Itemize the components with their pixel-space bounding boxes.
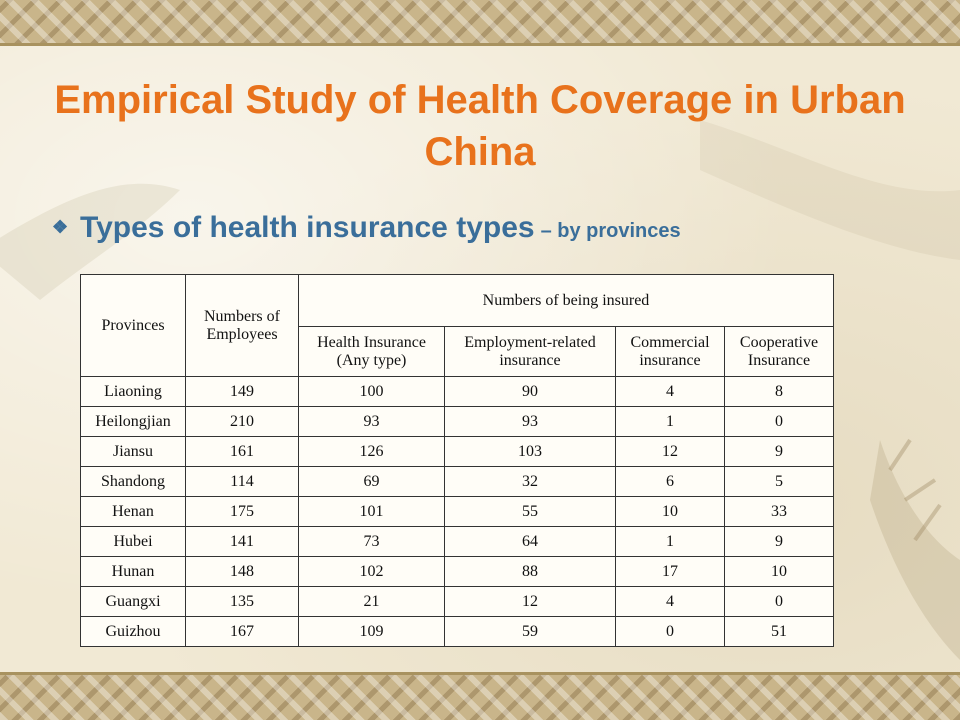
table-row xyxy=(81,617,834,647)
four-diamond-bullet-icon: ❖ xyxy=(52,217,69,237)
cell-cooperative: 51 xyxy=(725,617,834,647)
cell-health: 93 xyxy=(299,407,445,437)
cell-employees: 135 xyxy=(186,587,299,617)
cell-health: 21 xyxy=(299,587,445,617)
header-employment-related: Employment-related insurance xyxy=(445,327,616,377)
table-row xyxy=(81,407,834,437)
cell-cooperative: 9 xyxy=(725,527,834,557)
cell-health: 101 xyxy=(299,497,445,527)
header-cooperative: Cooperative Insurance xyxy=(725,327,834,377)
cell-cooperative: 33 xyxy=(725,497,834,527)
cell-employment: 32 xyxy=(445,467,616,497)
cell-employees: 148 xyxy=(186,557,299,587)
cell-cooperative: 9 xyxy=(725,437,834,467)
cell-employees: 161 xyxy=(186,437,299,467)
table-header-row xyxy=(81,275,834,327)
cell-employment: 12 xyxy=(445,587,616,617)
cell-employees: 114 xyxy=(186,467,299,497)
cell-employees: 210 xyxy=(186,407,299,437)
table-row xyxy=(81,467,834,497)
table-row xyxy=(81,557,834,587)
cell-employees: 167 xyxy=(186,617,299,647)
cell-province: Jiansu xyxy=(81,437,186,467)
cell-cooperative: 10 xyxy=(725,557,834,587)
cell-province: Hubei xyxy=(81,527,186,557)
cell-cooperative: 5 xyxy=(725,467,834,497)
cell-province: Heilongjian xyxy=(81,407,186,437)
subtitle-line xyxy=(52,208,932,251)
cell-commercial: 1 xyxy=(616,407,725,437)
cell-commercial: 10 xyxy=(616,497,725,527)
header-insured-group: Numbers of being insured xyxy=(299,275,834,327)
cell-province: Liaoning xyxy=(81,377,186,407)
cell-employment: 59 xyxy=(445,617,616,647)
decorative-top-border xyxy=(0,0,960,46)
table-row xyxy=(81,497,834,527)
cell-health: 102 xyxy=(299,557,445,587)
cell-province: Shandong xyxy=(81,467,186,497)
table-row xyxy=(81,437,834,467)
cell-commercial: 1 xyxy=(616,527,725,557)
cell-cooperative: 8 xyxy=(725,377,834,407)
cell-cooperative: 0 xyxy=(725,587,834,617)
cell-commercial: 4 xyxy=(616,587,725,617)
cell-cooperative: 0 xyxy=(725,407,834,437)
cell-health: 126 xyxy=(299,437,445,467)
slide-title: Empirical Study of Health Coverage in Urban China xyxy=(54,78,906,174)
cell-employment: 93 xyxy=(445,407,616,437)
header-commercial: Commercial insurance xyxy=(616,327,725,377)
table-row xyxy=(81,587,834,617)
table-row xyxy=(81,527,834,557)
subtitle-suffix: – by provinces xyxy=(540,220,681,242)
cell-employment: 64 xyxy=(445,527,616,557)
cell-health: 109 xyxy=(299,617,445,647)
cell-employees: 175 xyxy=(186,497,299,527)
header-employees: Numbers of Employees xyxy=(186,275,299,377)
subtitle-main: Types of health insurance types xyxy=(80,211,535,244)
table-row xyxy=(81,377,834,407)
header-health-insurance: Health Insurance (Any type) xyxy=(299,327,445,377)
cell-employment: 90 xyxy=(445,377,616,407)
cell-province: Guizhou xyxy=(81,617,186,647)
cell-employees: 141 xyxy=(186,527,299,557)
cell-health: 100 xyxy=(299,377,445,407)
insurance-table xyxy=(80,274,834,647)
cell-health: 73 xyxy=(299,527,445,557)
cell-employment: 55 xyxy=(445,497,616,527)
cell-province: Hunan xyxy=(81,557,186,587)
cell-commercial: 6 xyxy=(616,467,725,497)
cell-commercial: 0 xyxy=(616,617,725,647)
cell-employment: 103 xyxy=(445,437,616,467)
cell-employment: 88 xyxy=(445,557,616,587)
header-provinces: Provinces xyxy=(81,275,186,377)
cell-commercial: 17 xyxy=(616,557,725,587)
cell-commercial: 12 xyxy=(616,437,725,467)
cell-commercial: 4 xyxy=(616,377,725,407)
cell-employees: 149 xyxy=(186,377,299,407)
cell-health: 69 xyxy=(299,467,445,497)
cell-province: Guangxi xyxy=(81,587,186,617)
decorative-bottom-border xyxy=(0,672,960,720)
cell-province: Henan xyxy=(81,497,186,527)
